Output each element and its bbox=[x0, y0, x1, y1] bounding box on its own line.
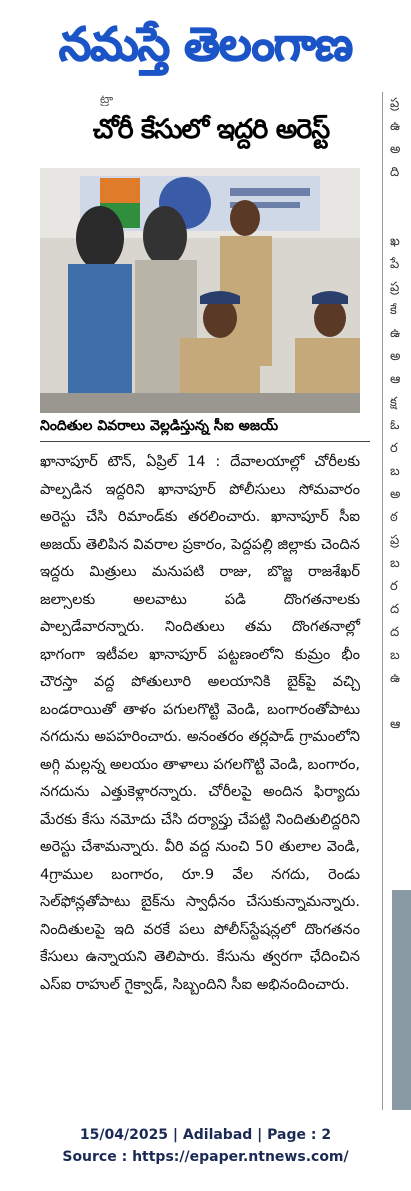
side-fragment-line: ప్ర bbox=[390, 96, 400, 111]
source-url: Source : https://epaper.ntnews.com/ bbox=[62, 1149, 349, 1165]
side-fragment-line: ఉ bbox=[390, 671, 401, 686]
side-fragment-line: ఖ bbox=[390, 234, 400, 249]
side-fragment-line: ద bbox=[390, 625, 400, 640]
page-footer bbox=[0, 1124, 411, 1168]
side-fragment-line: ర bbox=[390, 579, 398, 594]
edition-info: 15/04/2025 | Adilabad | Page : 2 bbox=[79, 1127, 332, 1143]
side-fragment-line bbox=[390, 184, 411, 207]
side-fragment-line bbox=[390, 207, 411, 230]
side-fragment-line: ర bbox=[390, 441, 398, 456]
photo-caption: నిందితుల వివరాలు వెల్లడిస్తున్న సీఐ అజయ్ bbox=[40, 418, 370, 442]
article-photo bbox=[40, 168, 360, 413]
article-headline: చోరీ కేసులో ఇద్దరి అరెస్ట్ bbox=[92, 114, 330, 145]
side-fragment-line: బ bbox=[390, 648, 400, 663]
police-press-photo bbox=[40, 168, 360, 413]
side-fragment-line: ఠ bbox=[390, 510, 398, 525]
column-divider bbox=[382, 92, 383, 1110]
side-fragment-line bbox=[390, 690, 411, 713]
cut-off-text: ట్రా bbox=[100, 92, 114, 106]
side-fragment-line: బ bbox=[390, 464, 400, 479]
side-fragment-line: కే bbox=[390, 303, 397, 318]
side-fragment-line: ప్ర bbox=[390, 280, 400, 295]
side-fragment-line: అ bbox=[390, 349, 401, 364]
side-fragment-line: బ bbox=[390, 556, 400, 571]
side-fragment-line: ఆ bbox=[390, 372, 401, 387]
side-fragment-line: ద bbox=[390, 602, 400, 617]
masthead-title: నమస్తే తెలంగాణ bbox=[58, 17, 353, 71]
side-fragment-line: ఓ bbox=[390, 418, 400, 433]
adjacent-photo-fragment bbox=[392, 890, 411, 1110]
side-fragment-line: ది bbox=[390, 165, 400, 180]
side-fragment-line: పే bbox=[390, 257, 400, 272]
article-body: ఖానాపూర్ టౌన్, ఏప్రిల్ 14 : దేవాలయాల్లో చోరీలకు పాల్పడిన ఇద్దరిని ఖానాపూర్ పోలీసులు సోమవారం అరెస్టు చేసి రిమాండ్‌కు తరలించారు. ఖానాపూర్ సీఐ అజయ్ తెలిపిన వివరాల ప్రకారం, పెద్దపల్లి జిల్లాకు చెందిన ఇద్దరు మిత్రులు మనుపటి రాజు, బొజ్జ రాజశేఖర్ జల్సాలకు అలవాటు పడి దొంగతనాలకు పాల్పడేవారన్నారు. నిందితులు తమ దొంగతనాల్లో భాగంగా ఇటీవల ఖానాపూర్ పట్టణంలోని కుమ్రం భీం చౌరస్తా వద్ద పోతులూరి అలయానికి బైక్‌పై వచ్చి బండరాయితో తాళం పగులగొట్టి వెండి, బంగారంతోపాటు నగదును అపహరించారు. అనంతరం తర్లపాడ్ గ్రామంలోని అగ్గి మల్లన్న అలయం తాళాలు పగలగొట్టి వెండి, బంగారం, నగదును ఎత్తుకెళ్లారన్నారు. చోరీలపై అందిన ఫిర్యాదు మేరకు కేసు నమోదు చేసి దర్యాప్తు చేపట్టి నిందితులిద్దరిని అరెస్టు చేశామన్నారు. వీరి వద్ద నుంచి 50 తులాల వెండి, 4గ్రాముల బంగారం, రూ.9 వేల నగదు, రెండు సెల్‌ఫోన్లతోపాటు బైక్‌ను స్వాధీనం చేసుకున్నామన్నారు. నిందితులపై ఇది వరకే పలు పోలీస్‌స్టేషన్లలో దొంగతనం కేసులు ఉన్నాయని తెలిపారు. కేసును త్వరగా ఛేదించిన ఎస్ఐ రాహుల్ గైక్వాడ్, సిబ్బందిని సీఐ అభినందించారు. bbox=[40, 453, 360, 993]
side-fragment-line: ఉ bbox=[390, 326, 401, 341]
masthead bbox=[0, 0, 411, 88]
side-fragment-line: అ bbox=[390, 142, 401, 157]
side-fragment-line: క్ష bbox=[390, 395, 397, 410]
side-fragment-line: అ bbox=[390, 487, 401, 502]
side-fragment-line: ఆ bbox=[390, 717, 401, 732]
side-fragment-line: ప్ర bbox=[390, 533, 400, 548]
news-clipping bbox=[40, 92, 382, 1110]
side-fragment-line: ఉ bbox=[390, 119, 401, 134]
